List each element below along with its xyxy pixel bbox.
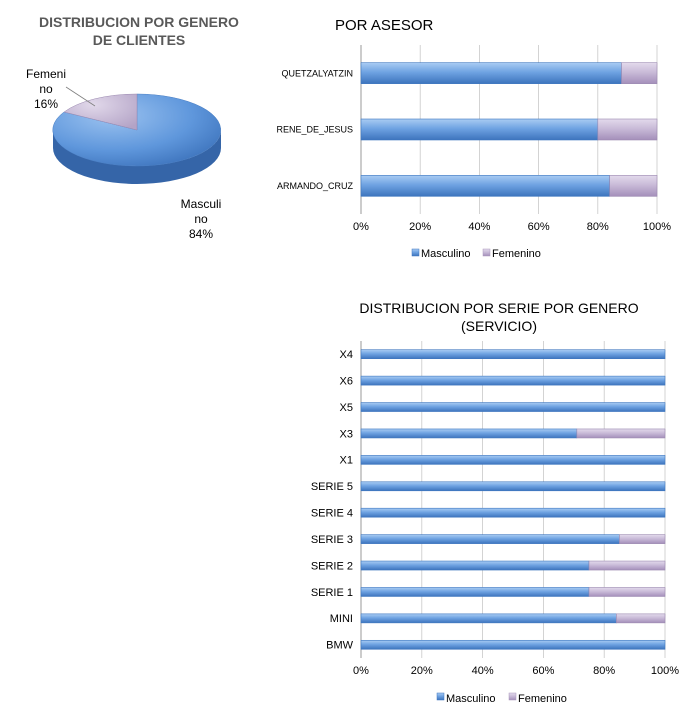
asesor-legend (412, 248, 541, 260)
asesor-legend-masculino-swatch (412, 249, 419, 256)
serie-bar-serie-1-masculino (361, 587, 589, 596)
serie-bar-serie-3-masculino (361, 535, 619, 544)
serie-legend (437, 693, 567, 705)
pie-label-masculino-line-2: no (194, 212, 208, 226)
serie-bar-x4-masculino (361, 350, 665, 359)
serie-category-label-x5: X5 (339, 401, 353, 414)
serie-chart-title-line-1: DISTRIBUCION POR SERIE POR GENERO (359, 300, 639, 316)
serie-category-label-serie-1: SERIE 1 (310, 586, 353, 599)
asesor-bar-rene-de-jesus-masculino (361, 119, 598, 140)
asesor-x-tick-label: 40% (468, 221, 491, 233)
serie-bar-mini-femenino (616, 614, 665, 623)
pie-label-femenino-line-2: no (39, 82, 53, 96)
pie-title-line-1: DISTRIBUCION POR GENERO (39, 14, 239, 30)
serie-legend-femenino-swatch (509, 693, 516, 700)
serie-category-label-mini: MINI (329, 613, 353, 626)
serie-legend-femenino-label: Femenino (518, 693, 567, 705)
asesor-category-label-rene-de-jesus: RENE_DE_JESUS (276, 124, 353, 135)
serie-bar-x5-masculino (361, 403, 665, 412)
serie-bar-x1-masculino (361, 455, 665, 464)
asesor-bar-armando-cruz-femenino (610, 175, 657, 196)
asesor-bar-quetzalyatzin-femenino (621, 63, 657, 84)
pie-label-masculino-percent: 84% (188, 227, 214, 241)
asesor-legend-masculino-label: Masculino (421, 248, 471, 260)
asesor-bar-armando-cruz-masculino (361, 175, 610, 196)
serie-category-label-x3: X3 (339, 428, 353, 441)
asesor-x-tick-label: 20% (409, 221, 432, 233)
asesor-legend-femenino-label: Femenino (492, 248, 541, 260)
serie-x-tick-label: 20% (410, 665, 433, 677)
bar-chart-por-serie (311, 300, 679, 705)
serie-bar-serie-2-femenino (589, 561, 665, 570)
asesor-chart-title: POR ASESOR (335, 17, 434, 34)
serie-chart-title-line-2: (SERVICIO) (461, 318, 537, 334)
pie-label-femenino-line-1: Femeni (25, 67, 67, 81)
serie-category-label-x6: X6 (339, 375, 353, 388)
serie-category-label-x4: X4 (339, 349, 353, 362)
serie-bar-x6-masculino (361, 376, 665, 385)
asesor-category-label-quetzalyatzin: QUETZALYATZIN (281, 68, 353, 79)
serie-category-label-x1: X1 (339, 454, 353, 467)
asesor-bar-quetzalyatzin-masculino (361, 63, 621, 84)
serie-bar-serie-1-femenino (589, 587, 665, 596)
serie-bar-x3-masculino (361, 429, 577, 438)
serie-bar-bmw-masculino (361, 640, 665, 649)
pie-title-line-2: DE CLIENTES (92, 32, 186, 48)
serie-category-label-bmw: BMW (326, 639, 353, 652)
asesor-x-tick-label: 60% (527, 221, 550, 233)
pie-label-femenino-percent: 16% (33, 97, 59, 111)
serie-category-label-serie-2: SERIE 2 (310, 560, 353, 573)
serie-legend-masculino-label: Masculino (446, 693, 496, 705)
serie-bar-serie-2-masculino (361, 561, 589, 570)
serie-x-tick-label: 0% (353, 665, 369, 677)
serie-bar-serie-4-masculino (361, 508, 665, 517)
serie-bar-serie-5-masculino (361, 482, 665, 491)
serie-category-label-serie-4: SERIE 4 (310, 507, 353, 520)
serie-legend-masculino-swatch (437, 693, 444, 700)
serie-x-tick-label: 80% (593, 665, 616, 677)
asesor-x-tick-label: 80% (586, 221, 609, 233)
serie-bar-mini-masculino (361, 614, 616, 623)
serie-x-tick-label: 40% (471, 665, 494, 677)
asesor-x-tick-label: 100% (642, 221, 672, 233)
serie-x-tick-label: 100% (650, 665, 680, 677)
serie-x-tick-label: 60% (532, 665, 555, 677)
serie-category-label-serie-5: SERIE 5 (310, 481, 353, 494)
pie-chart-genero-clientes (26, 14, 239, 241)
asesor-bar-rene-de-jesus-femenino (598, 119, 657, 140)
pie-label-masculino-line-1: Masculi (180, 197, 222, 211)
asesor-legend-femenino-swatch (483, 249, 490, 256)
asesor-category-label-armando-cruz: ARMANDO_CRUZ (276, 180, 353, 191)
serie-category-label-serie-3: SERIE 3 (310, 533, 353, 546)
serie-bar-x3-femenino (577, 429, 665, 438)
asesor-x-tick-label: 0% (353, 221, 369, 233)
bar-chart-por-asesor (276, 17, 671, 260)
serie-bar-serie-3-femenino (619, 535, 665, 544)
